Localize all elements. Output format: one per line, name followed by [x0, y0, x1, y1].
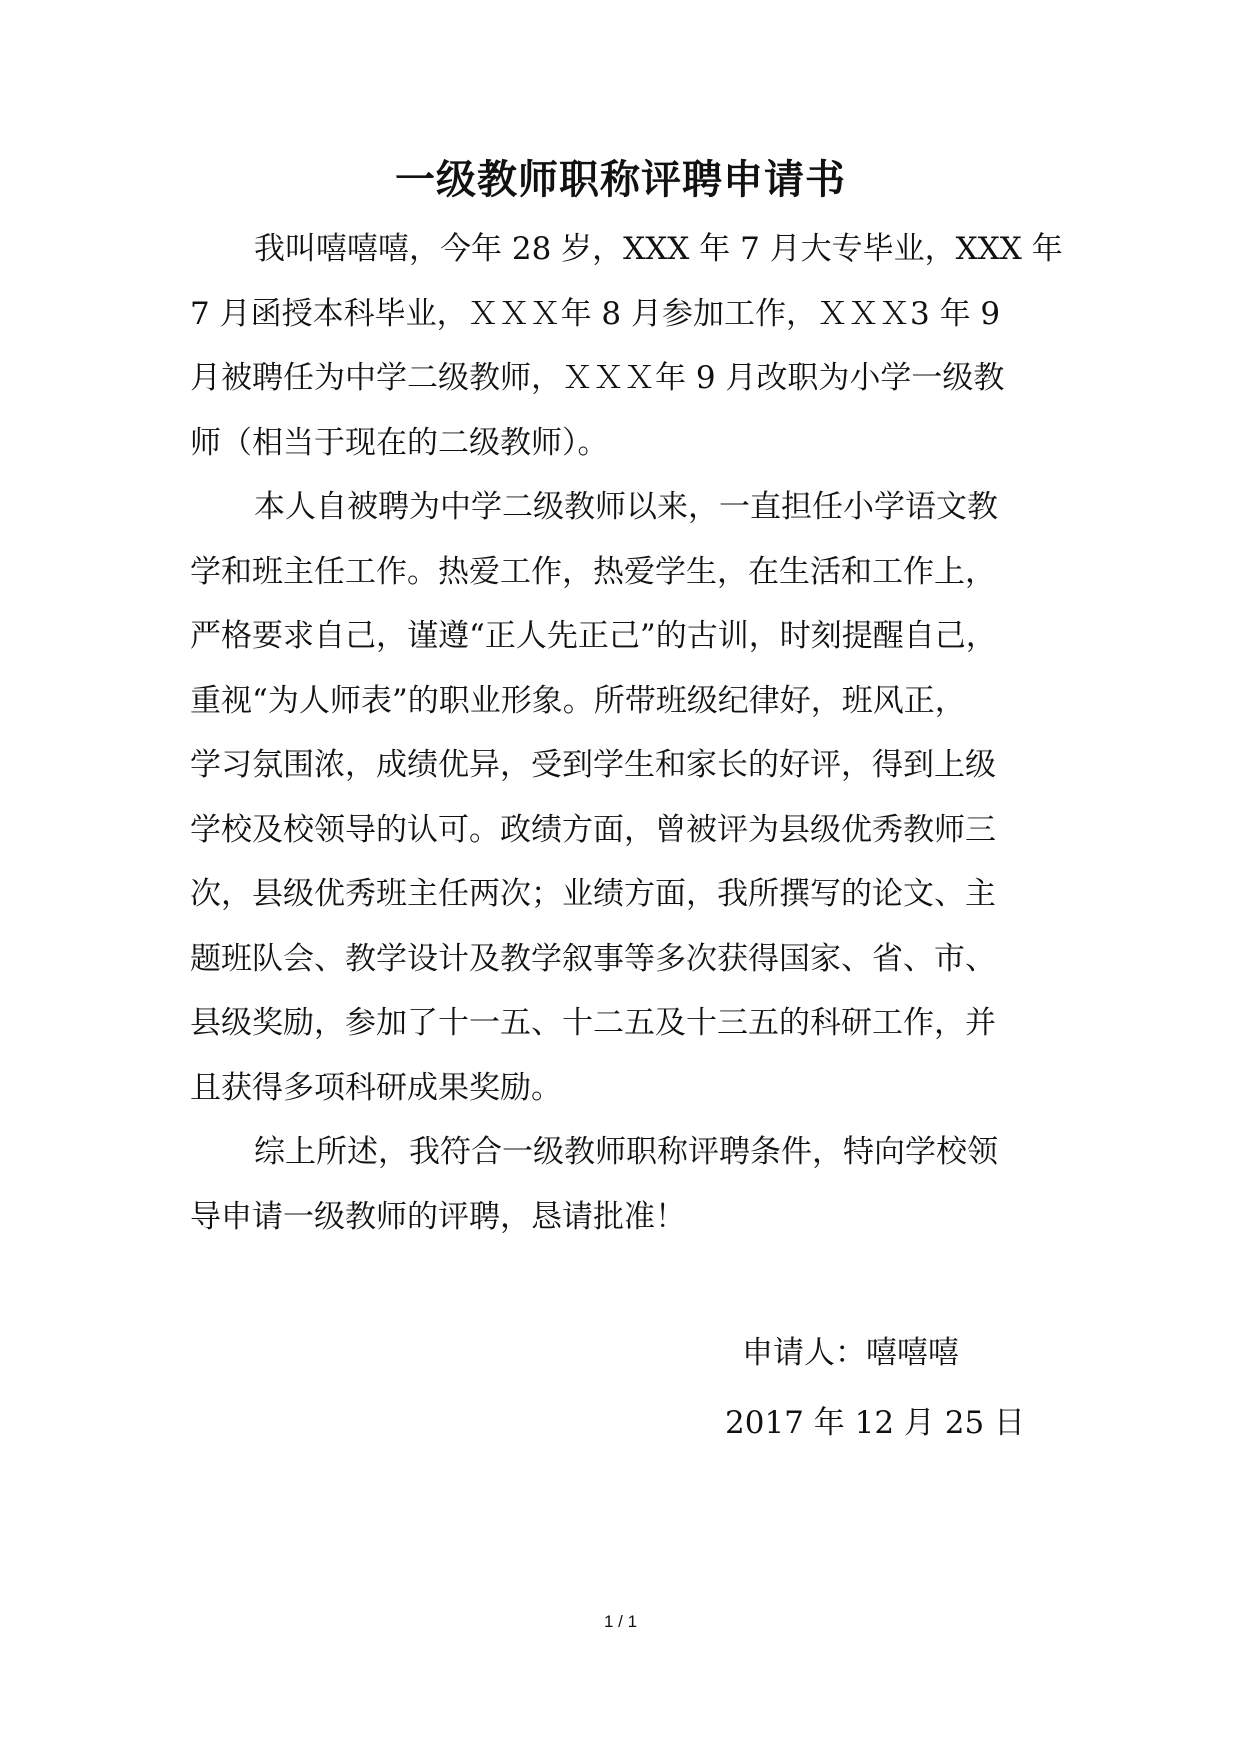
signature-date: 2017 年 12 月 25 日: [725, 1405, 1026, 1441]
text-line: 次，县级优秀班主任两次；业绩方面，我所撰写的论文、主: [190, 876, 996, 912]
text-line: 学校及校领导的认可。政绩方面，曾被评为县级优秀教师三: [190, 811, 996, 848]
text-line: 我叫嘻嘻嘻，今年 28 岁，XXX 年 7 月大专毕业，XXX 年: [254, 231, 1063, 267]
text-line: 导申请一级教师的评聘，恳请批准！: [190, 1198, 686, 1235]
signature-block: [700, 1318, 1060, 1458]
text-line: 综上所述，我符合一级教师职称评聘条件，特向学校领: [254, 1134, 998, 1170]
text-line: 严格要求自己，谨遵“正人先正己”的古训，时刻提醒自己，: [190, 618, 997, 654]
text-line: 师（相当于现在的二级教师）。: [190, 424, 609, 461]
document-body: [190, 217, 1063, 1249]
text-line: 且获得多项科研成果奖励。: [190, 1069, 562, 1106]
paragraph-intro: [190, 217, 1063, 475]
paragraph-achievements: [190, 475, 1060, 1120]
text-line: 月被聘任为中学二级教师，ＸＸＸ年 9 月改职为小学一级教: [190, 360, 1005, 396]
text-line: 县级奖励，参加了十一五、十二五及十三五的科研工作，并: [190, 1005, 996, 1041]
text-line: 重视“为人师表”的职业形象。所带班级纪律好，班风正，: [190, 682, 966, 719]
applicant-name: 申请人：嘻嘻嘻: [742, 1335, 959, 1371]
page-number: 1 / 1: [603, 1612, 638, 1631]
text-line: 学习氛围浓，成绩优异，受到学生和家长的好评，得到上级: [190, 747, 996, 783]
text-line: 学和班主任工作。热爱工作，热爱学生，在生活和工作上，: [190, 553, 996, 590]
paragraph-conclusion: [190, 1120, 1060, 1249]
document-title: 一级教师职称评聘申请书: [395, 156, 846, 203]
text-line: 本人自被聘为中学二级教师以来，一直担任小学语文教: [254, 489, 998, 525]
text-line: 题班队会、教学设计及教学叙事等多次获得国家、省、市、: [190, 940, 996, 977]
text-line: 7 月函授本科毕业，ＸＸＸ年 8 月参加工作，ＸＸＸ3 年 9: [190, 295, 1001, 332]
